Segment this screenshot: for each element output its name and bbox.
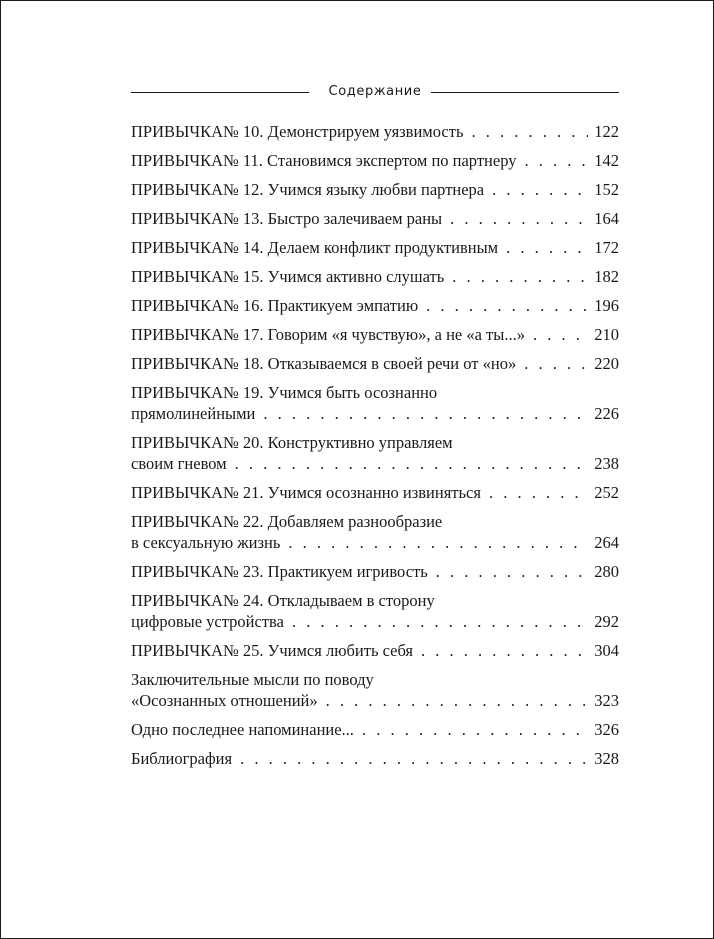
toc-entry-title: цифровые устройства xyxy=(131,612,284,631)
dot-leader xyxy=(471,121,588,142)
toc-entry-title: ПРИВЫЧКА№ 24. Откладываем в сторону xyxy=(131,591,435,610)
toc-entry-title: ПРИВЫЧКА№ 10. Демонстрируем уязвимость xyxy=(131,122,464,141)
toc-entry-line xyxy=(131,179,619,200)
dot-leader xyxy=(506,237,588,258)
toc-entry[interactable] xyxy=(131,640,619,661)
toc-entry[interactable] xyxy=(131,669,619,711)
toc-page-number: 280 xyxy=(594,562,619,581)
header-title: Содержание xyxy=(328,84,422,99)
toc-page-number: 323 xyxy=(594,691,619,710)
dot-leader xyxy=(426,295,588,316)
toc-page-number: 226 xyxy=(594,404,619,423)
toc-entry-line xyxy=(131,237,619,258)
dot-leader xyxy=(525,150,589,171)
toc-entry-line xyxy=(131,532,619,553)
toc-entry[interactable] xyxy=(131,208,619,229)
toc-entry-line xyxy=(131,590,619,611)
toc-entry-title: в сексуальную жизнь xyxy=(131,533,281,552)
toc-entry[interactable] xyxy=(131,719,619,740)
toc-entry-line xyxy=(131,453,619,474)
toc-entry-line xyxy=(131,382,619,403)
toc-entry-line xyxy=(131,150,619,171)
dot-leader xyxy=(240,748,588,769)
toc-page-number: 210 xyxy=(594,325,619,344)
toc-entry-title: ПРИВЫЧКА№ 11. Становимся экспертом по партнеру xyxy=(131,151,517,170)
toc-entry[interactable] xyxy=(131,590,619,632)
toc-entry-title: ПРИВЫЧКА№ 16. Практикуем эмпатию xyxy=(131,296,419,315)
toc-page-number: 196 xyxy=(594,296,619,315)
toc-entry-title: Одно последнее напоминание... xyxy=(131,720,354,739)
toc-entry-title: ПРИВЫЧКА№ 13. Быстро залечиваем раны xyxy=(131,209,443,228)
toc-entry-line xyxy=(131,295,619,316)
toc-page-number: 220 xyxy=(594,354,619,373)
toc-entry-title: Библиография xyxy=(131,749,233,768)
toc-page-number: 264 xyxy=(594,533,619,552)
dot-leader xyxy=(292,611,588,632)
table-of-contents xyxy=(131,121,619,777)
toc-page-number: 326 xyxy=(594,720,619,739)
toc-entry[interactable] xyxy=(131,511,619,553)
toc-entry[interactable] xyxy=(131,353,619,374)
toc-page-number: 182 xyxy=(594,267,619,286)
toc-entry[interactable] xyxy=(131,482,619,503)
toc-page-number: 152 xyxy=(594,180,619,199)
toc-entry[interactable] xyxy=(131,150,619,171)
toc-entry-title: Заключительные мысли по поводу xyxy=(131,670,374,689)
dot-leader xyxy=(326,690,589,711)
dot-leader xyxy=(421,640,588,661)
toc-entry-line xyxy=(131,324,619,345)
toc-page-number: 142 xyxy=(594,151,619,170)
toc-entry[interactable] xyxy=(131,121,619,142)
dot-leader xyxy=(489,482,588,503)
dot-leader xyxy=(450,208,588,229)
toc-page-number: 122 xyxy=(594,122,619,141)
toc-entry-line xyxy=(131,690,619,711)
dot-leader xyxy=(235,453,589,474)
header-rule-right xyxy=(431,92,619,93)
toc-entry-title: ПРИВЫЧКА№ 23. Практикуем игривость xyxy=(131,562,428,581)
toc-entry-title: прямолинейными xyxy=(131,404,256,423)
toc-page-number: 164 xyxy=(594,209,619,228)
toc-entry-line xyxy=(131,719,619,740)
toc-entry-line xyxy=(131,121,619,142)
toc-page-number: 304 xyxy=(594,641,619,660)
toc-entry-line xyxy=(131,403,619,424)
toc-entry-title: ПРИВЫЧКА№ 22. Добавляем разнообразие xyxy=(131,512,443,531)
dot-leader xyxy=(288,532,588,553)
toc-entry-title: ПРИВЫЧКА№ 18. Отказываемся в своей речи от «но» xyxy=(131,354,517,373)
toc-entry[interactable] xyxy=(131,266,619,287)
toc-entry[interactable] xyxy=(131,432,619,474)
dot-leader xyxy=(492,179,588,200)
dot-leader xyxy=(533,324,588,345)
toc-page-number: 292 xyxy=(594,612,619,631)
toc-entry-title: ПРИВЫЧКА№ 17. Говорим «я чувствую», а не «а ты...» xyxy=(131,325,525,344)
toc-entry-title: ПРИВЫЧКА№ 20. Конструктивно управляем xyxy=(131,433,453,452)
dot-leader xyxy=(362,719,588,740)
toc-entry-title: ПРИВЫЧКА№ 25. Учимся любить себя xyxy=(131,641,414,660)
toc-entry-title: ПРИВЫЧКА№ 19. Учимся быть осознанно xyxy=(131,383,438,402)
toc-entry-line xyxy=(131,561,619,582)
toc-entry-title: своим гневом xyxy=(131,454,227,473)
toc-entry[interactable] xyxy=(131,324,619,345)
toc-entry-line xyxy=(131,669,619,690)
dot-leader xyxy=(436,561,588,582)
running-header xyxy=(131,83,619,101)
toc-entry-title: ПРИВЫЧКА№ 15. Учимся активно слушать xyxy=(131,267,445,286)
toc-entry-line xyxy=(131,266,619,287)
toc-entry[interactable] xyxy=(131,748,619,769)
toc-entry-line xyxy=(131,611,619,632)
toc-page-number: 172 xyxy=(594,238,619,257)
toc-page-number: 328 xyxy=(594,749,619,768)
toc-entry-line xyxy=(131,748,619,769)
dot-leader xyxy=(452,266,588,287)
dot-leader xyxy=(524,353,588,374)
toc-entry-title: «Осознанных отношений» xyxy=(131,691,318,710)
toc-entry-line xyxy=(131,482,619,503)
toc-entry-title: ПРИВЫЧКА№ 14. Делаем конфликт продуктивным xyxy=(131,238,499,257)
dot-leader xyxy=(263,403,588,424)
toc-entry[interactable] xyxy=(131,295,619,316)
toc-entry-line xyxy=(131,640,619,661)
toc-page-number: 238 xyxy=(594,454,619,473)
toc-entry-title: ПРИВЫЧКА№ 12. Учимся языку любви партнера xyxy=(131,180,485,199)
toc-entry[interactable] xyxy=(131,237,619,258)
toc-entry-line xyxy=(131,353,619,374)
toc-page-number: 252 xyxy=(594,483,619,502)
toc-entry-line xyxy=(131,511,619,532)
toc-entry-line xyxy=(131,208,619,229)
toc-entry[interactable] xyxy=(131,179,619,200)
toc-entry-title: ПРИВЫЧКА№ 21. Учимся осознанно извиняться xyxy=(131,483,481,502)
toc-entry-line xyxy=(131,432,619,453)
toc-entry[interactable] xyxy=(131,382,619,424)
toc-entry[interactable] xyxy=(131,561,619,582)
